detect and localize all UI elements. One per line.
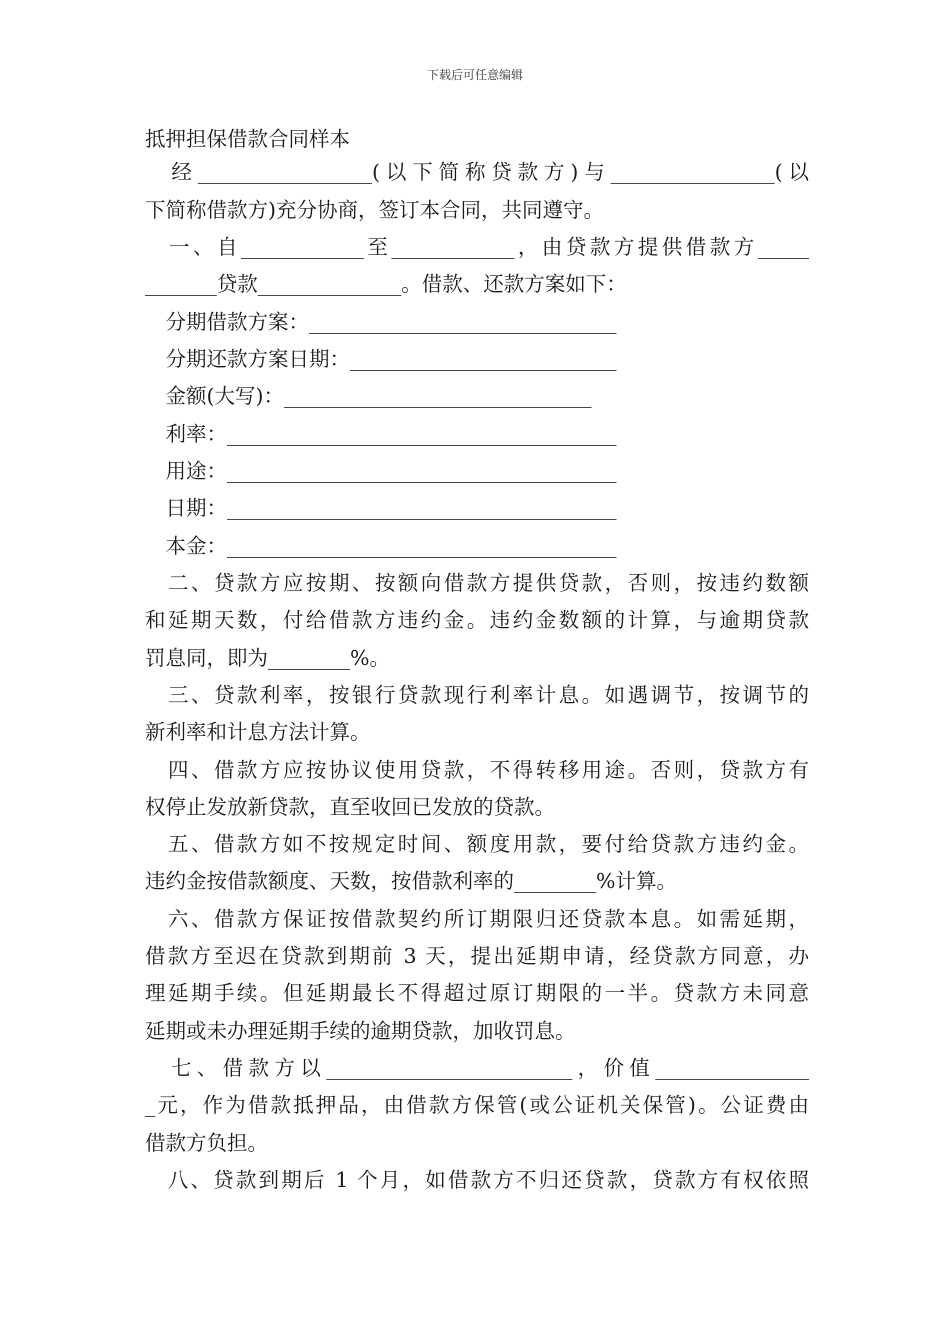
- text-line: 六、借款方保证按借款契约所订期限归还贷款本息。如需延期，: [145, 907, 809, 931]
- text-line: 利率：______________________________________: [145, 422, 617, 446]
- text-line: 分期借款方案：______________________________: [145, 310, 617, 334]
- text-line: _______贷款______________。借款、还款方案如下：: [145, 272, 627, 296]
- page-header: 下载后可任意编辑: [426, 68, 523, 82]
- text-line: 借款方负担。: [145, 1131, 268, 1155]
- text-line: 违约金按借款额度、天数，按借款利率的________%计算。: [145, 869, 677, 893]
- text-line: 四、借款方应按协议使用贷款，不得转移用途。否则，贷款方有: [145, 758, 809, 782]
- text-line: 本金：______________________________________: [145, 534, 617, 558]
- text-line: 经_________________(以下简称贷款方)与________________(以: [145, 160, 809, 184]
- text-line: 下简称借款方)充分协商，签订本合同，共同遵守。: [145, 198, 604, 222]
- text-line: 三、贷款利率，按银行贷款现行利率计息。如遇调节，按调节的: [145, 683, 809, 707]
- text-line: 分期还款方案日期：__________________________: [145, 347, 617, 371]
- text-line: 新利率和计息方法计算。: [145, 720, 371, 744]
- text-line: 日期：______________________________________: [145, 496, 617, 520]
- text-line: 二、贷款方应按期、按额向借款方提供贷款，否则，按违约数额: [145, 571, 809, 595]
- text-line: 和延期天数，付给借款方违约金。违约金数额的计算，与逾期贷款: [145, 608, 809, 632]
- text-line: 七、借款方以________________________，价值_______________: [145, 1056, 809, 1080]
- text-line: 罚息同，即为________%。: [145, 646, 390, 670]
- text-line: _元，作为借款抵押品，由借款方保管(或公证机关保管)。公证费由: [145, 1093, 809, 1117]
- text-line: 权停止发放新贷款，直至收回已发放的贷款。: [145, 795, 555, 819]
- text-line: 用途：______________________________________: [145, 459, 617, 483]
- text-line: 借款方至迟在贷款到期前 3 天，提出延期申请，经贷款方同意，办: [145, 944, 809, 968]
- text-line: 延期或未办理延期手续的逾期贷款，加收罚息。: [145, 1019, 576, 1043]
- text-line: 五、借款方如不按规定时间、额度用款，要付给贷款方违约金。: [145, 832, 809, 856]
- document-title: 抵押担保借款合同样本: [145, 127, 350, 151]
- text-line: 理延期手续。但延期最长不得超过原订期限的一半。贷款方未同意: [145, 981, 809, 1005]
- text-line: 一、自____________至____________，由贷款方提供借款方_____: [145, 235, 809, 259]
- text-line: 金额(大写)：______________________________: [145, 384, 592, 408]
- text-line: 八、贷款到期后 1 个月，如借款方不归还贷款，贷款方有权依照: [145, 1168, 809, 1192]
